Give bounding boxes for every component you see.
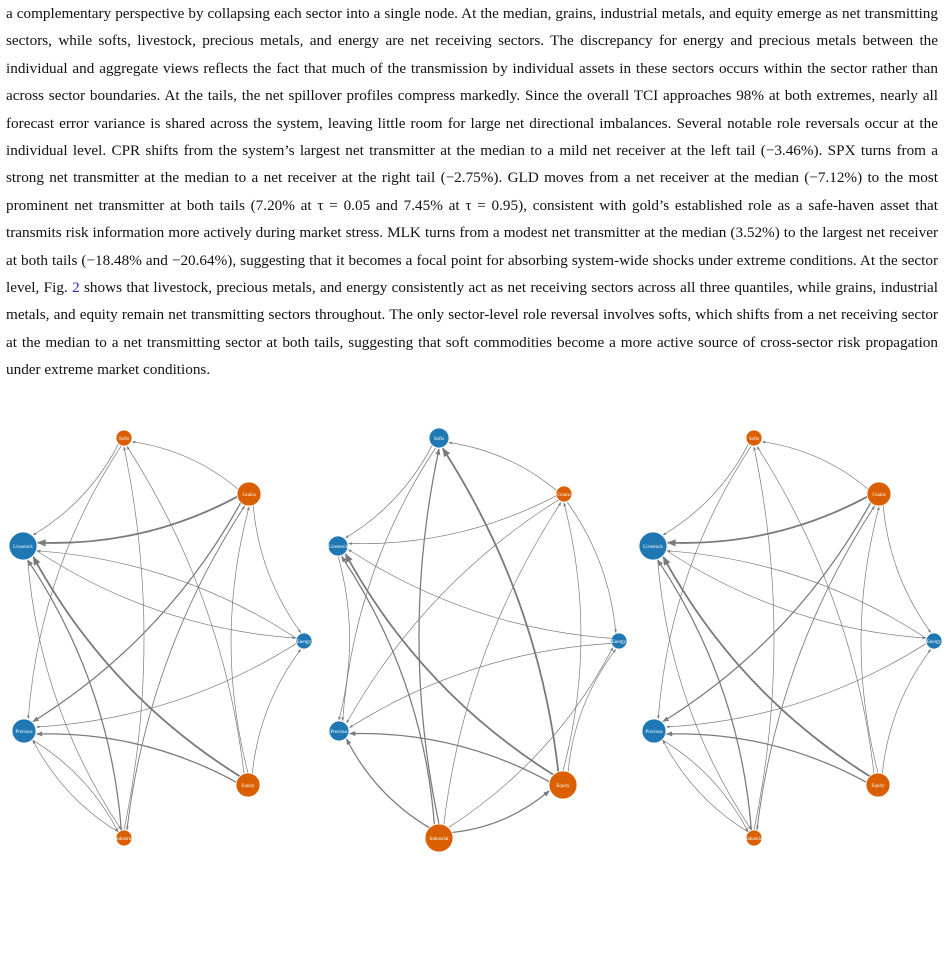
edge-grains-to-softs <box>449 443 557 491</box>
edge-grains-to-precious <box>663 503 871 722</box>
edge-softs-to-livestock <box>346 445 433 538</box>
node-label-energy: Energy <box>611 639 627 645</box>
node-label-energy: Energy <box>296 639 312 645</box>
edge-industrial-to-grains <box>444 503 561 825</box>
edge-energy-to-precious <box>350 643 612 727</box>
edge-equity-to-energy <box>252 649 300 773</box>
edge-industrial-to-precious <box>663 741 749 833</box>
node-label-precious: Precious <box>645 729 663 735</box>
edge-grains-to-livestock <box>38 497 238 543</box>
edge-softs-to-livestock <box>33 444 118 535</box>
edge-industrial-to-precious <box>347 739 430 828</box>
nodes <box>639 430 942 846</box>
node-label-industrial: Industrial <box>114 836 134 842</box>
node-label-grains: Grains <box>557 492 571 498</box>
edge-livestock-to-precious <box>338 556 350 720</box>
body-paragraph <box>6 0 938 384</box>
node-label-softs: Softs <box>433 436 445 442</box>
paragraph-text-part-1: a complementary perspective by collapsing each sector into a single node. At the median, grains, industrial metals, and equity emerge as net transmitting sectors, while softs, livestock, precious metals, and energy are net receiving sectors. The discrepancy for energy and precious metals between the individual and aggregate views reflects the fact that much of the transmission by individual assets in these sectors occurs within the sector rather than across sector boundaries. At the tails, the net spillover profiles compress markedly. Since the overall TCI approaches 98% at both extremes, nearly all forecast error variance is shared across the system, leaving little room for large net directional imbalances. Several notable role reversals occur at the individual level. CPR shifts from the system’s largest net transmitter at the median to a mild net receiver at the left tail (−3.46%). SPX turns from a strong net transmitter at the median to a net receiver at the right tail (−2.75%). GLD moves from a net receiver at the median (−7.12%) to the most prominent net transmitter at both tails (7.20% at τ = 0.05 and 7.45% at τ = 0.95), consistent with gold’s established role as a safe-haven asset that transmits risk information more actively during market stress. MLK turns from a modest net transmitter at the median (3.52%) to the largest net receiver at both tails (−18.48% and −20.64%), suggesting that it becomes a focal point for absorbing system-wide shocks under extreme conditions. At the sector level, Fig. <box>6 5 938 297</box>
nodes <box>9 430 312 846</box>
node-label-livestock: Livestock <box>328 544 348 550</box>
edge-equity-to-grains <box>231 507 249 773</box>
edge-industrial-to-softs <box>419 449 439 824</box>
edge-industrial-to-equity <box>452 791 549 833</box>
edge-industrial-to-softs <box>124 447 144 830</box>
node-label-equity: Equity <box>871 783 885 789</box>
edge-industrial-to-livestock <box>28 560 122 830</box>
edge-grains-to-industrial <box>757 505 875 829</box>
edge-livestock-to-industrial <box>28 559 122 829</box>
edge-energy-to-precious <box>36 643 296 727</box>
node-label-livestock: Livestock <box>13 544 33 550</box>
edge-energy-to-livestock <box>348 550 611 639</box>
network-figure-row <box>0 408 945 971</box>
edge-industrial-to-softs <box>754 447 774 830</box>
edge-equity-to-softs <box>757 447 874 774</box>
edge-industrial-to-grains <box>757 506 875 830</box>
edge-equity-to-precious <box>350 733 550 781</box>
edge-precious-to-industrial <box>32 740 118 832</box>
edge-grains-to-precious <box>347 500 559 723</box>
edge-industrial-to-grains <box>127 506 245 830</box>
edge-industrial-to-precious <box>33 741 119 833</box>
network-graph-left <box>0 408 315 971</box>
nodes <box>328 428 627 852</box>
edge-livestock-to-energy <box>666 551 925 639</box>
edge-equity-to-grains <box>563 503 581 771</box>
edges <box>28 442 301 833</box>
edge-equity-to-grains <box>861 507 879 773</box>
node-label-precious: Precious <box>330 729 348 735</box>
edges <box>658 442 931 833</box>
node-label-livestock: Livestock <box>643 544 663 550</box>
edge-grains-to-softs <box>762 442 868 489</box>
edges <box>338 443 616 833</box>
node-label-softs: Softs <box>748 436 760 442</box>
edge-grains-to-energy <box>567 502 616 633</box>
node-label-grains: Grains <box>242 492 256 498</box>
edge-softs-to-livestock <box>663 444 748 535</box>
edge-grains-to-industrial <box>127 505 245 829</box>
edge-grains-to-softs <box>132 442 238 489</box>
edge-equity-to-livestock <box>346 554 554 775</box>
edge-grains-to-livestock <box>668 497 868 543</box>
edge-grains-to-energy <box>883 505 931 632</box>
node-label-equity: Equity <box>241 783 255 789</box>
node-label-precious: Precious <box>15 729 33 735</box>
edge-livestock-to-energy <box>36 551 295 639</box>
edge-softs-to-precious <box>343 448 436 721</box>
edge-grains-to-precious <box>33 503 241 722</box>
network-graph-right <box>630 408 945 971</box>
edge-precious-to-industrial <box>662 740 748 832</box>
paragraph-text-part-2: shows that livestock, precious metals, and energy consistently act as net receiving sectors across all three quantiles, while grains, industrial metals, and equity remain net transmitting sectors throughout. The only sector-level role reversal involves softs, which shifts from a net receiving sector at the median to a net transmitting sector at both tails, suggesting that soft commodities become a more active source of cross-sector risk propagation under extreme market conditions. <box>6 279 938 379</box>
edge-industrial-to-livestock <box>658 560 752 830</box>
node-label-softs: Softs <box>118 436 130 442</box>
edge-equity-to-softs <box>127 447 244 774</box>
figure-reference-link[interactable]: 2 <box>72 279 80 297</box>
edge-livestock-to-industrial <box>658 559 752 829</box>
edge-equity-to-energy <box>882 649 930 773</box>
edge-grains-to-livestock <box>349 496 557 544</box>
edge-energy-to-precious <box>666 643 926 727</box>
node-label-industrial: Industrial <box>429 836 449 842</box>
edge-equity-to-softs <box>443 448 559 771</box>
node-label-equity: Equity <box>556 783 570 789</box>
node-label-industrial: Industrial <box>744 836 764 842</box>
node-label-grains: Grains <box>872 492 886 498</box>
network-graph-middle <box>315 408 630 971</box>
node-label-energy: Energy <box>926 639 942 645</box>
edge-grains-to-energy <box>253 505 301 632</box>
edge-industrial-to-energy <box>448 648 613 828</box>
